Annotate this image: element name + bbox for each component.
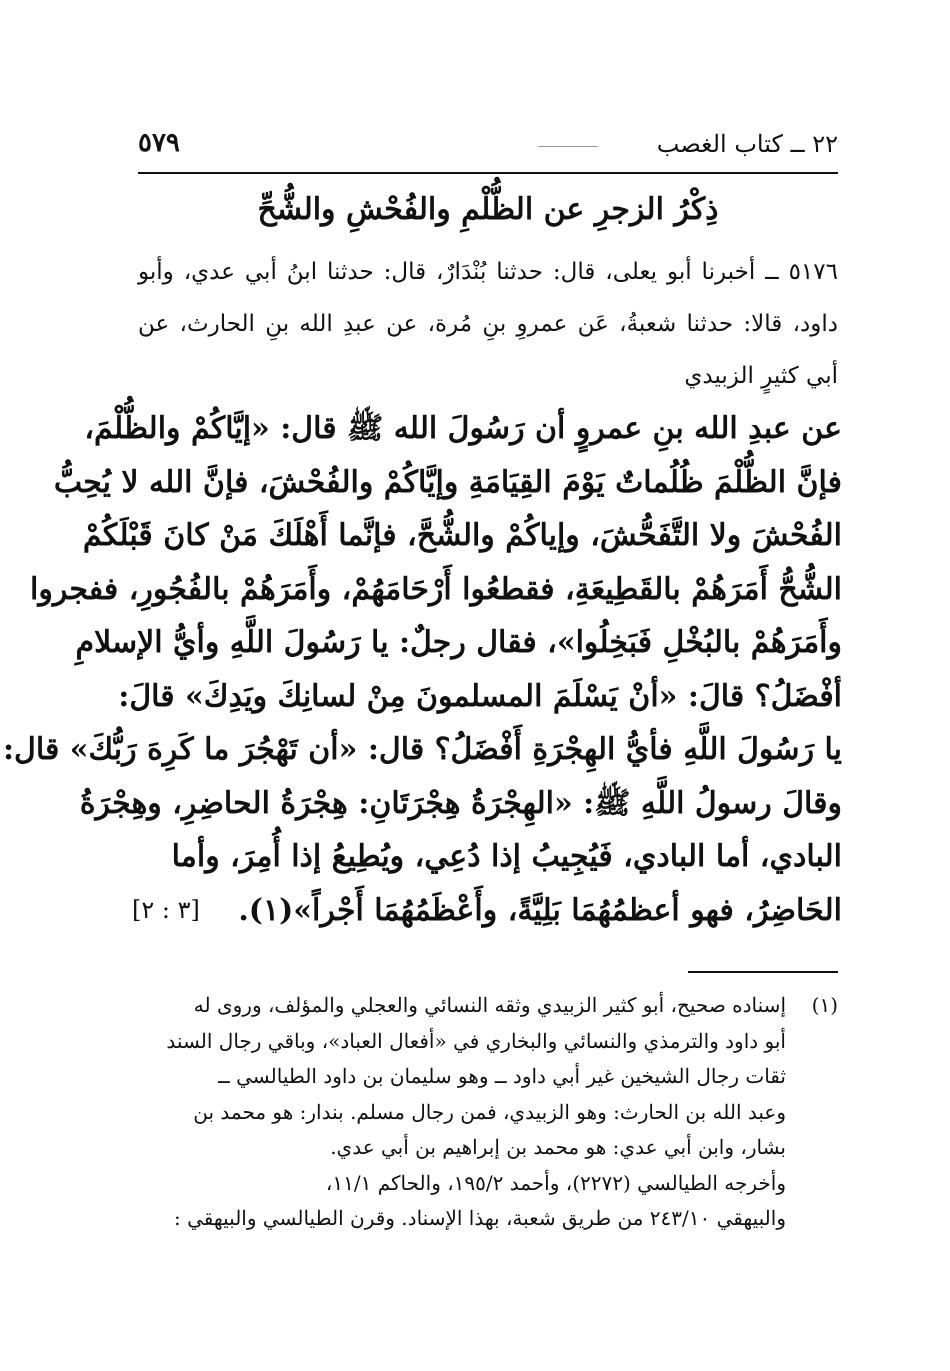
footnote-line: والبيهقي ٢٤٣/١٠ من طريق شعبة، بهذا الإسناد. وقرن الطيالسي والبيهقي : <box>174 1206 786 1230</box>
footnote-rule <box>688 971 838 973</box>
hadith-line: فإنَّ الظُّلْمَ ظُلُماتٌ يَوْمَ القِيَامَةِ وإيَّاكُمْ والفُحْشَ، فإنَّ الله لا يُحِبُّ <box>53 464 842 500</box>
hadith-line: وأَمَرَهُمْ بالبُخْلِ فَبَخِلُوا»، فقال رجلٌ: يا رَسُولَ اللَّهِ وأيُّ الإسلامِ <box>75 625 842 660</box>
hadith-line: يا رَسُولَ اللَّهِ فأيُّ الهِجْرَةِ أَفْضَلُ؟ قال: «أن تَهْجُرَ ما كَرِهَ رَبُّكَ» قال: <box>2 732 842 767</box>
hadith-text <box>2 402 842 937</box>
hadith-line: وقالَ رسولُ اللَّهِ ﷺ: «الهِجْرَةُ هِجْرَتَانِ: هِجْرَةُ الحاضِرِ، وهِجْرَةُ <box>79 785 842 821</box>
hadith-line-last <box>132 884 842 938</box>
header-rule <box>138 172 838 174</box>
hadith-closing-text: الحَاضِرُ، فهو أعظمُهُمَا بَلِيَّةً، وأَعْظَمُهُمَا أَجْراً»(١). <box>238 892 842 928</box>
footnote-line: أبو داود والترمذي والنسائي والبخاري في «أفعال العباد»، وباقي رجال السند <box>166 1028 786 1053</box>
hadith-line: عن عبدِ الله بنِ عمروٍ أن رَسُولَ الله ﷺ قال: «إيَّاكُمْ والظُّلْمَ، <box>84 411 842 446</box>
page-number: ٥٧٩ <box>138 128 180 158</box>
hadith-line: أفْضَلُ؟ قالَ: «أنْ يَسْلَمَ المسلمونَ مِنْ لسانِكَ ويَدِكَ» قالَ: <box>118 678 842 714</box>
section-title: ذِكْرُ الزجرِ عن الظُّلْمِ والفُحْشِ والشُّحِّ <box>257 192 719 227</box>
running-header <box>138 126 838 166</box>
footnote-line: وأخرجه الطيالسي (٢٢٧٢)، وأحمد ١٩٥/٢، والحاكم ١١/١، <box>325 1170 786 1195</box>
footnotes <box>110 988 838 1237</box>
footnote-text: إسناده صحيح، أبو كثير الزبيدي وثقه النسائي والعجلي والمؤلف، وروى له <box>193 993 786 1017</box>
hadith-chain: ٥١٧٦ ــ أخبرنا أبو يعلى، قال: حدثنا بُنْدَارٌ، قال: حدثنا ابنُ أبي عدي، وأبو داود، قالا: حدثنا شعبةُ، عَن عمروِ بنِ مُرة، عن عبدِ الله بنِ الحارث، عن أبي كثيرٍ الزبيدي <box>138 259 838 389</box>
hadith-line: الفُحْشَ ولا التَّفَحُّشَ، وإياكُمْ والشُّحَّ، فإنَّما أَهْلَكَ مَنْ كانَ قَبْلَكُمْ <box>82 518 842 553</box>
header-divider <box>538 146 598 147</box>
footnote-line: وعبد الله بن الحارث: وهو الزبيدي، فمن رجال مسلم. بندار: هو محمد بن <box>193 1099 786 1124</box>
footnote-line: بشار، وابن أبي عدي: هو محمد بن إبراهيم بن أبي عدي. <box>330 1135 786 1159</box>
hadith-line: البادي، أما البادي، فَيُجِيبُ إذا دُعِي، ويُطِيعُ إذا أُمِرَ، وأما <box>171 839 842 874</box>
chapter-heading: ٢٢ ــ كتاب الغصب <box>656 130 838 158</box>
hadith-reference: [٣ : ٢] <box>132 895 200 924</box>
footnote-line: ثقات رجال الشيخين غير أبي داود ــ وهو سليمان بن داود الطيالسي ــ <box>218 1064 786 1088</box>
footnote-number: (١) <box>811 993 838 1017</box>
hadith-line: الشُّحُّ أَمَرَهُمْ بالقَطِيعَةِ، فقطعُوا أَرْحَامَهُمْ، وأَمَرَهُمْ بالفُجُورِ، ففجروا <box>30 571 842 607</box>
footnote-line <box>110 988 838 1024</box>
